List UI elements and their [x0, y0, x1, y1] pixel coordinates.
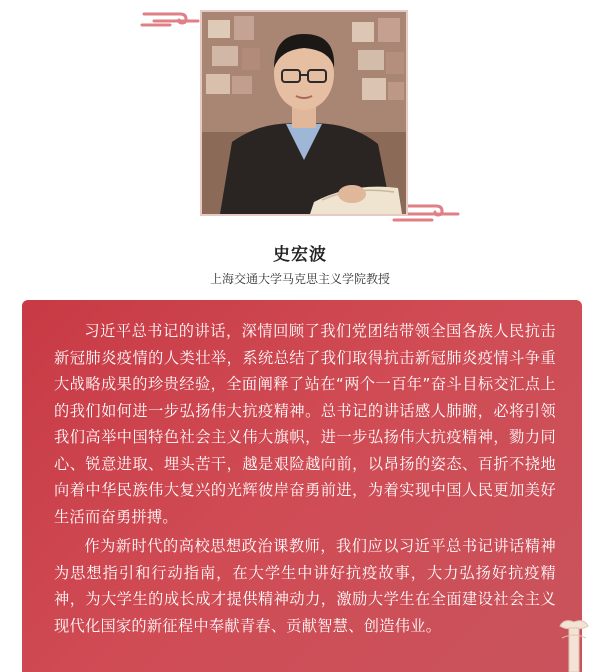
quote-box — [22, 300, 582, 672]
cloud-decoration-left-icon — [140, 8, 206, 28]
portrait-illustration — [202, 12, 406, 214]
portrait-photo — [200, 10, 408, 216]
person-title: 上海交通大学马克思主义学院教授 — [209, 272, 390, 286]
person-name: 史宏波 — [273, 245, 327, 265]
quote-paragraph-1: 习近平总书记的讲话，深情回顾了我们党团结带领全国各族人民抗击新冠肺炎疫情的人类壮举，系统总结了我们取得抗击新冠肺炎疫情斗争重大战略成果的珍贵经验，全面阐释了站在“两个一百年”奋斗目标交汇点上的我们如何进一步弘扬伟大抗疫精神。总书记的讲话感人肺腑，必将引领我们高举中国特色社会主义伟大旗帜，进一步弘扬伟大抗疫精神，勠力同心、锐意进取、埋头苦干，越是艰险越向前，以昂扬的姿态、百折不挠地向着中华民族伟大复兴的光辉彼岸奋勇前进，为着实现中国人民更加美好生活而奋勇拼搏。 — [54, 322, 556, 526]
huabiao-pillar-icon — [554, 616, 594, 672]
quote-paragraph-2: 作为新时代的高校思想政治课教师，我们应以习近平总书记讲话精神为思想指引和行动指南，在大学生中讲好抗疫故事，大力弘扬好抗疫精神，为大学生的成长成才提供精神动力，激励大学生在全面建设社会主义现代化国家的新征程中奉献青春、贡献智慧、创造伟业。 — [54, 537, 556, 635]
